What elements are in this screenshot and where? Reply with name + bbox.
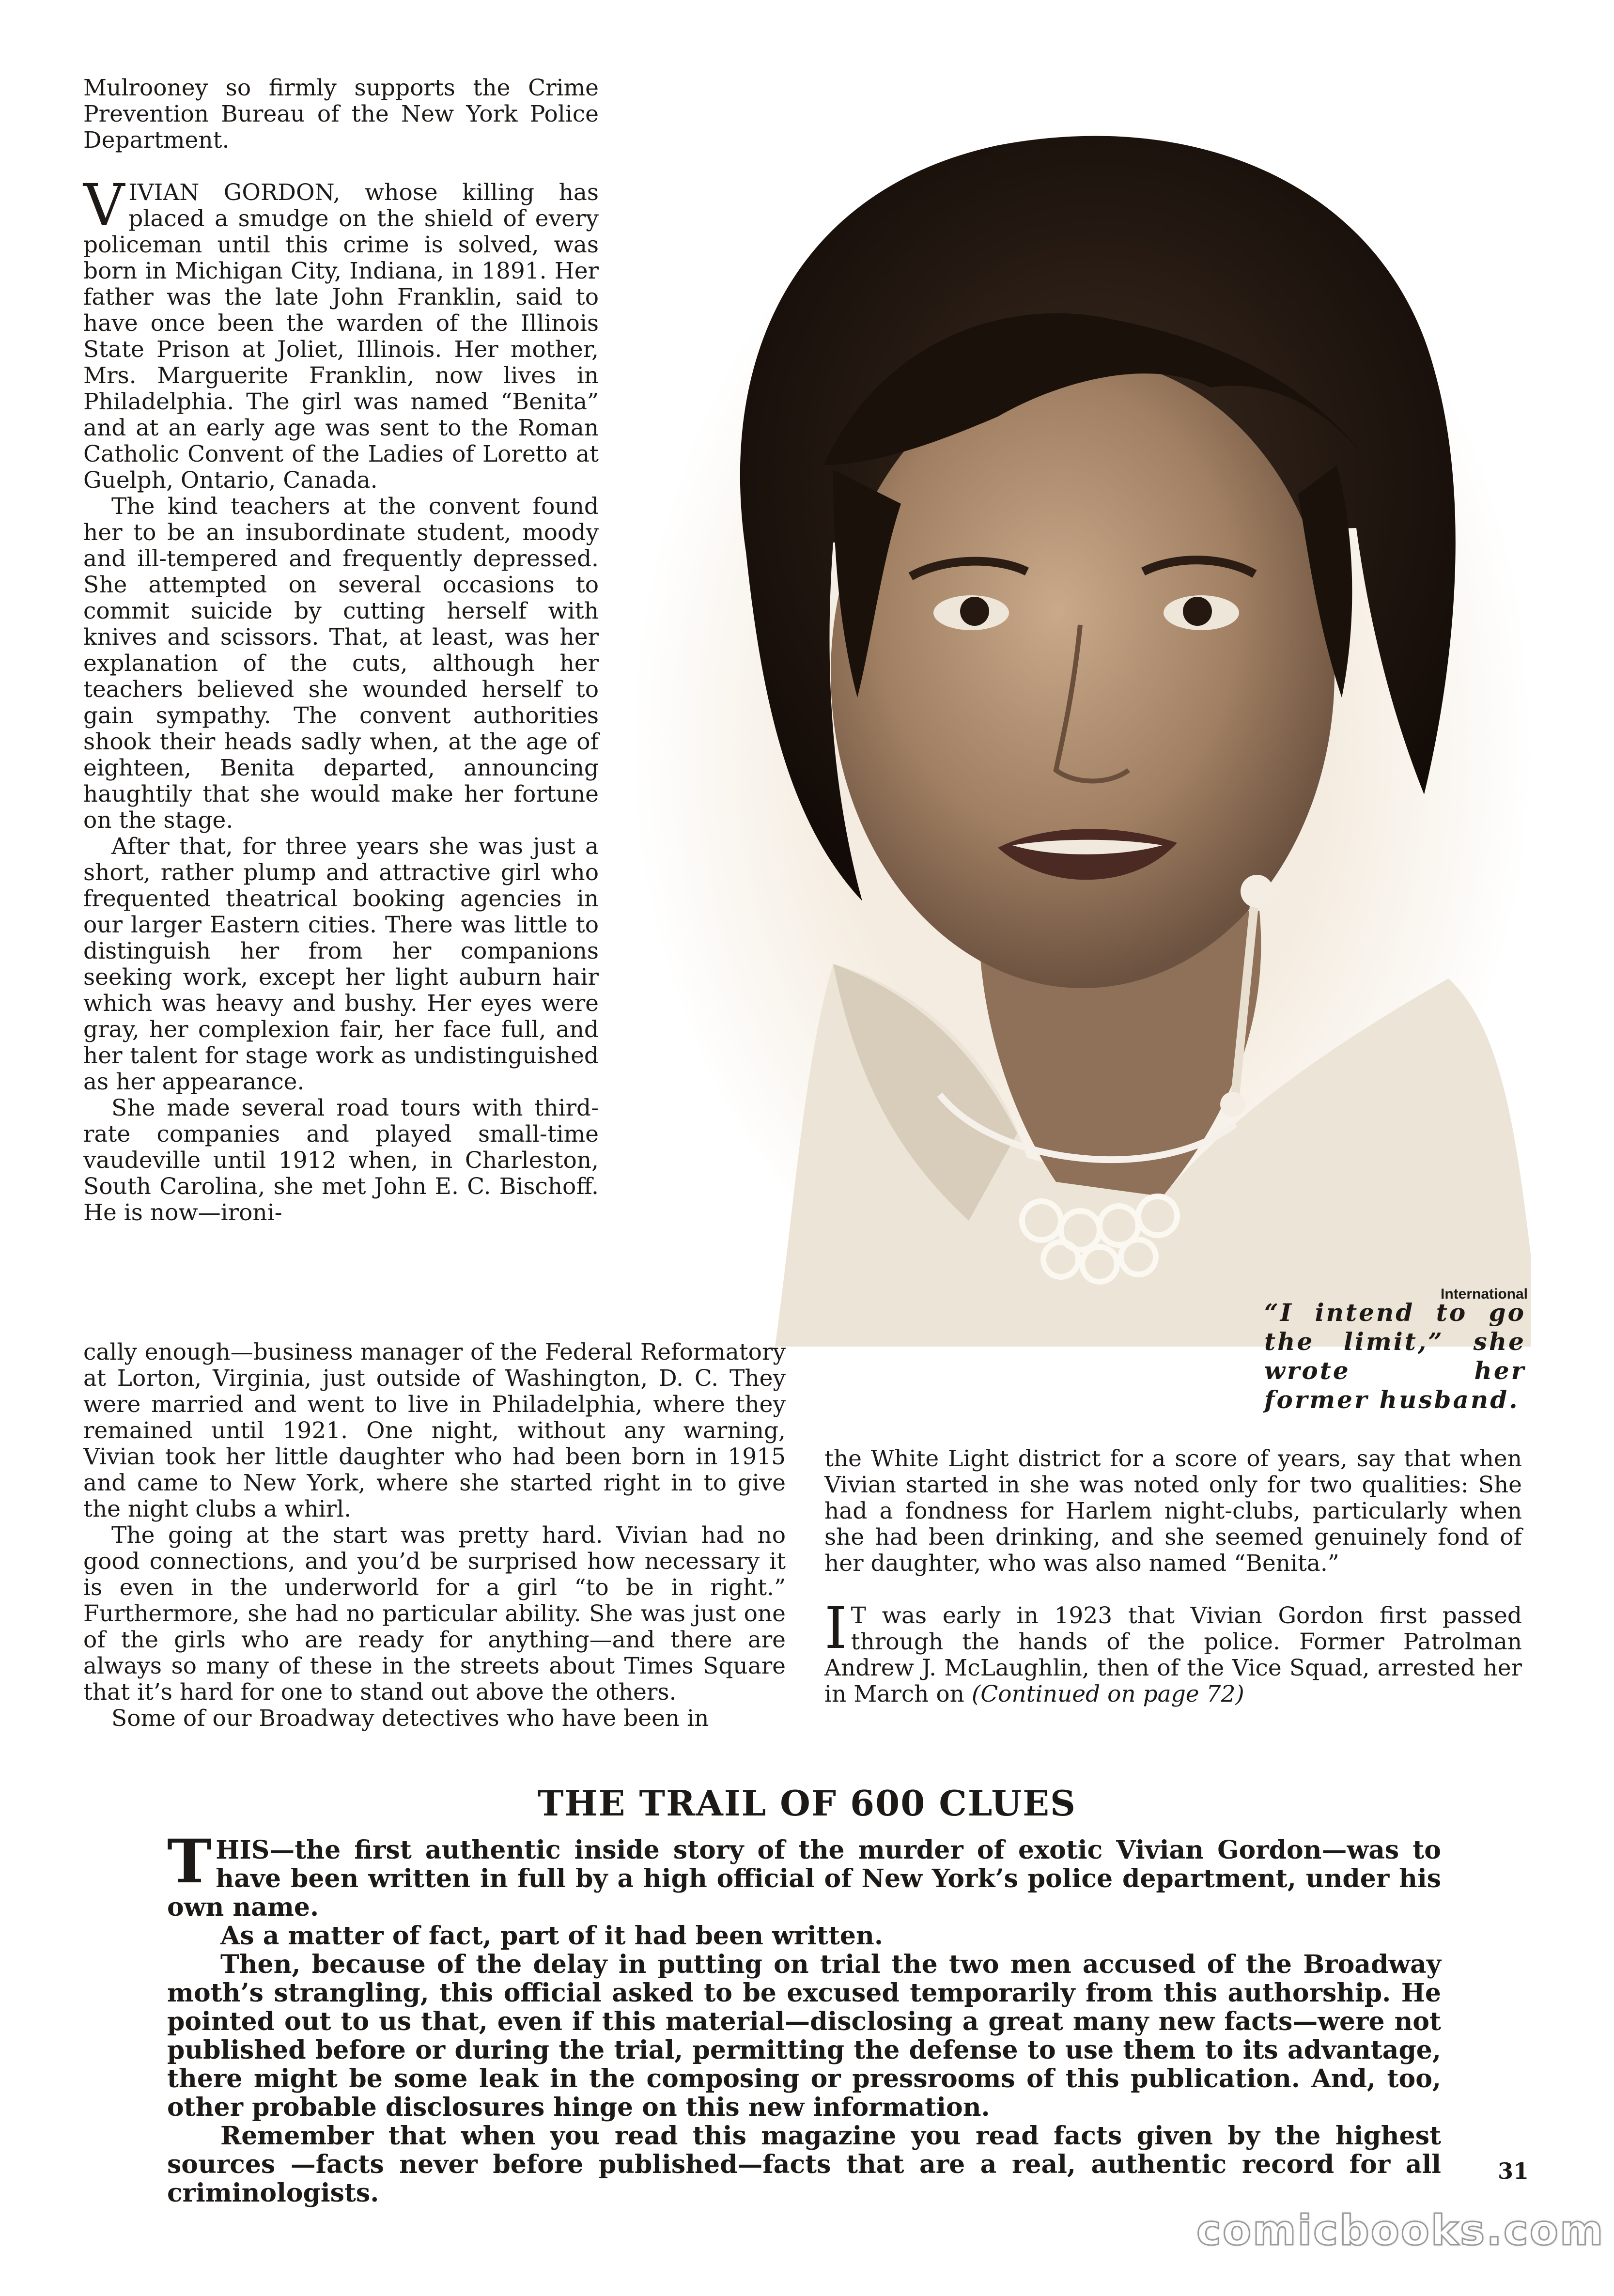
photo-caption: “I intend to go the limit,” she wrote her former husband. bbox=[1264, 1298, 1526, 1414]
sidebar-paragraph: Then, because of the delay in putting on trial the two men accused of the Broadway moth’s strangling, this official asked to be excused temporarily from this authorship. He pointed out to us that, even if this material—disclosing a great many new facts—were not published before or during the trial, permitting the defense to use them to its advantage, there might be some leak in the composing or pressrooms of this publication. And, too, other probable disclosures hinge on this new information. bbox=[167, 1950, 1441, 2122]
sidebar-paragraph-opening bbox=[167, 1827, 1441, 1922]
article-paragraph: The going at the start was pretty hard. Vivian had no good connections, and you’d be surprised how necessary it is even in the underworld for a girl “to be in right.” Furthermore, she had no particular ability. She was just one of the girls who are ready for anything—and there are always so many of these in the streets about Times Square that it’s hard for one to stand out above the others. bbox=[83, 1522, 786, 1706]
sidebar-paragraph: Remember that when you read this magazine you read facts given by the highest sources —facts never before published—facts that are a real, authentic record for all criminologists. bbox=[167, 2121, 1441, 2208]
article-paragraph-opening bbox=[83, 171, 599, 494]
article-paragraph: Mulrooney so firmly supports the Crime Prevention Bureau of the New York Police Department. bbox=[83, 75, 599, 154]
article-left-column-continued bbox=[83, 1339, 786, 1732]
article-paragraph: After that, for three years she was just a short, rather plump and attractive girl who frequented theatrical booking agencies in our larger Eastern cities. There was little to distinguish her from her companions seeking work, except her light auburn hair which was heavy and bushy. Her eyes were gray, her complexion fair, her face full, and her talent for stage work as undistinguished as her appearance. bbox=[83, 833, 599, 1095]
drop-cap: T bbox=[167, 1827, 212, 1897]
article-paragraph: IVIAN GORDON, whose killing has placed a smudge on the shield of every policeman until this crime is solved, was born in Michigan City, Indiana, in 1891. Her father was the late John Franklin, said to have once been the warden of the Illinois State Prison at Joliet, Illinois. Her mother, Mrs. Marguerite Franklin, now lives in Philadelphia. The girl was named “Benita” and at an early age was sent to the Roman Catholic Convent of the Ladies of Loretto at Guelph, Ontario, Canada. bbox=[83, 179, 599, 494]
watermark-text: comicbooks.com bbox=[1196, 2206, 1605, 2255]
article-paragraph: She made several road tours with third-rate companies and played small-time vaudeville until 1912 when, in Charleston, South Carolina, she met John E. C. Bischoff. He is now—ironi- bbox=[83, 1095, 599, 1226]
sidebar-title: THE TRAIL OF 600 CLUES bbox=[537, 1783, 1077, 1824]
woman-portrait-image bbox=[630, 68, 1536, 1347]
article-right-column bbox=[824, 1446, 1522, 1707]
article-paragraph: cally enough—business manager of the Federal Reformatory at Lorton, Virginia, just outside of Washington, D. C. They were married and went to live in Philadelphia, where they remained until 1921. One night, without any warning, Vivian took her little daughter who had been born in 1915 and came to New York, where she started right in to give the night clubs a whirl. bbox=[83, 1339, 786, 1522]
sidebar-paragraph: HIS—the first authentic inside story of the murder of exotic Vivian Gordon—was to have been written in full by a high official of New York’s police department, under his own name. bbox=[167, 1835, 1441, 1922]
article-paragraph: The kind teachers at the convent found her to be an insubordinate student, moody and ill-tempered and frequently depressed. She attempted on several occasions to commit suicide by cutting herself with knives and scissors. That, at least, was her explanation of the cuts, although her teachers believed she wounded herself to gain sympathy. The convent authorities shook their heads sadly when, at the age of eighteen, Benita departed, announcing haughtily that she would make her fortune on the stage. bbox=[83, 493, 599, 834]
sidebar-box bbox=[167, 1827, 1441, 2208]
photo-credit: International bbox=[1440, 1286, 1528, 1302]
article-paragraph: T was early in 1923 that Vivian Gordon first passed through the hands of the police. Former Patrolman Andrew J. McLaughlin, then of the Vice Squad, arrested her in March on bbox=[824, 1602, 1522, 1707]
article-paragraph-opening bbox=[824, 1595, 1522, 1707]
article-paragraph: the White Light district for a score of years, say that when Vivian started in she was noted only for two qualities: She had a fondness for Harlem night-clubs, particularly when she had been drinking, and she seemed genuinely fond of her daughter, who was also named “Benita.” bbox=[824, 1445, 1522, 1577]
drop-cap: V bbox=[83, 171, 125, 238]
continued-note: (Continued on page 72) bbox=[971, 1681, 1244, 1707]
portrait-photo bbox=[630, 68, 1536, 1347]
drop-cap: I bbox=[824, 1595, 847, 1661]
sidebar-paragraph: As a matter of fact, part of it had been written. bbox=[220, 1921, 883, 1951]
page-number: 31 bbox=[1498, 2158, 1529, 2184]
article-left-column bbox=[83, 75, 599, 1226]
article-paragraph: Some of our Broadway detectives who have been in bbox=[111, 1705, 709, 1732]
